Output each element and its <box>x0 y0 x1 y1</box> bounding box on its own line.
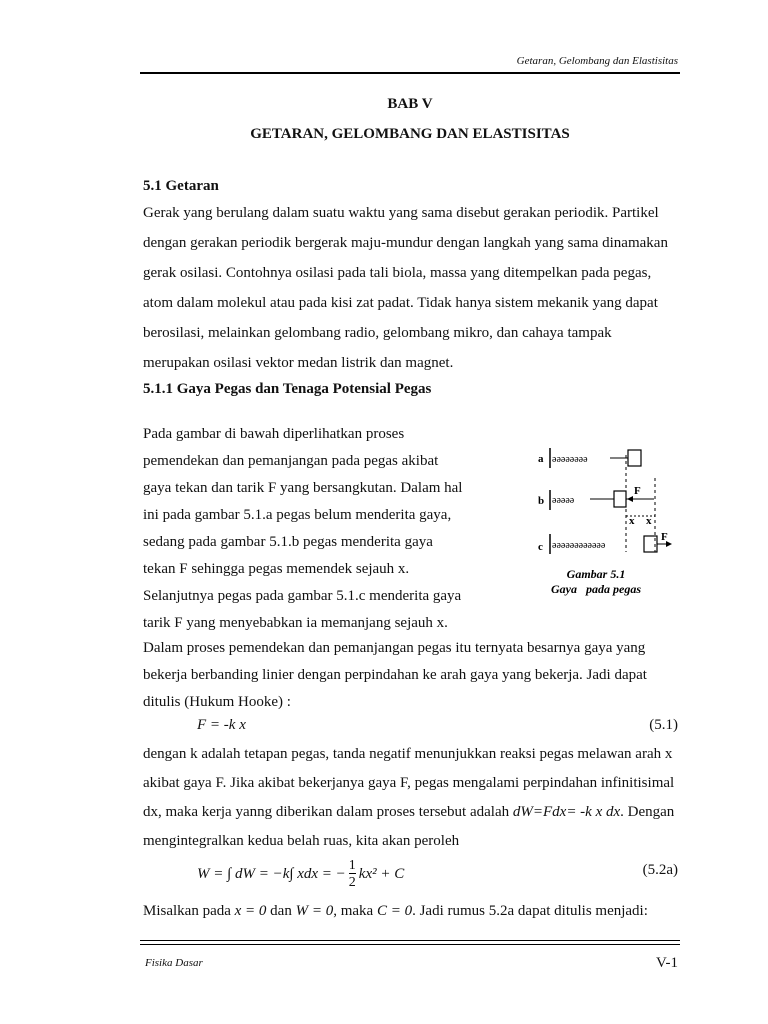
body-line: mengintegralkan kedua belah ruas, kita akan peroleh <box>143 833 460 849</box>
body-line: tekan F sehingga pegas memendek sejauh x. <box>143 561 410 577</box>
body-line: gaya tekan dan tarik F yang bersangkutan. Dalam hal <box>143 480 463 496</box>
arrowhead-b <box>627 496 633 502</box>
figure-spring <box>530 440 680 600</box>
body-text-span: dan <box>266 903 296 919</box>
spring-coil-c: əəəəəəəəəəəə <box>552 540 606 551</box>
inline-equation: x = 0 <box>234 903 267 919</box>
body-line: berosilasi, melainkan gelombang radio, gelombang mikro, dan cahaya tampak <box>143 325 612 341</box>
fraction-denominator: 2 <box>348 875 356 890</box>
section-heading-getaran: 5.1 Getaran <box>143 178 219 194</box>
body-line: akibat gaya F. Jika akibat bekerjanya gaya F, pegas mengalami perpindahan infinitisimal <box>143 775 675 791</box>
inline-equation: W = 0 <box>295 903 334 919</box>
equation-number-5-2a: (5.2a) <box>642 862 678 878</box>
force-label-b: F <box>634 485 641 497</box>
inline-equation: C = 0 <box>376 903 413 919</box>
body-line: ini pada gambar 5.1.a pegas belum menderita gaya, <box>143 507 452 523</box>
body-text-span: . Jadi rumus 5.2a dapat ditulis menjadi: <box>412 903 648 919</box>
chapter-number: BAB V <box>387 96 433 112</box>
body-text-span: dx, maka kerja yanng diberikan dalam proses tersebut adalah <box>143 804 513 820</box>
body-line: ditulis (Hukum Hooke) : <box>143 694 291 710</box>
chapter-title: GETARAN, GELOMBANG DAN ELASTISITAS <box>250 126 570 142</box>
body-hooke-explain <box>143 740 680 856</box>
equation-hooke: F = -k x <box>197 717 246 733</box>
mass-block-a <box>628 450 641 466</box>
disp-label-b: x <box>629 515 635 527</box>
disp-label-c: x <box>646 515 652 527</box>
equation-work <box>197 858 404 890</box>
fraction-numerator: 1 <box>348 858 356 873</box>
label-a: a <box>538 453 544 465</box>
column-text <box>143 421 465 637</box>
footer-book-title: Fisika Dasar <box>145 957 203 969</box>
body-line: sedang pada gambar 5.1.b pegas menderita gaya <box>143 534 433 550</box>
equation-lhs: W = ∫ dW = −k∫ xdx = − <box>197 865 346 882</box>
body-text-span: Misalkan pada <box>143 903 235 919</box>
body-line: gerak osilasi. Contohnya osilasi pada tali biola, massa yang ditempelkan pada pegas, <box>143 265 652 281</box>
mass-block-b <box>614 491 626 507</box>
page-number: V-1 <box>656 955 678 971</box>
body-line: tarik F yang menyebabkan ia memanjang sejauh x. <box>143 615 448 631</box>
body-line <box>143 798 680 827</box>
body-line: bekerja berbanding linier dengan perpindahan ke arah gaya yang bekerja. Jadi dapat <box>143 667 647 683</box>
body-line: dengan gerakan periodik bergerak maju-mundur dengan langkah yang sama dinamakan <box>143 235 668 251</box>
spring-coil-b: əəəəə <box>552 495 575 506</box>
body-line: Dalam proses pemendekan dan pemanjangan pegas itu ternyata besarnya gaya yang <box>143 640 646 656</box>
inline-equation: dW=Fdx= -k x dx <box>512 804 621 820</box>
figure-caption-title: Gambar 5.1 <box>566 567 626 581</box>
header-rule <box>140 72 680 74</box>
body-text-span: , maka <box>333 903 377 919</box>
body-line: pemendekan dan pemanjangan pada pegas akibat <box>143 453 439 469</box>
section-heading-gaya-pegas: 5.1.1 Gaya Pegas dan Tenaga Potensial Pegas <box>143 381 432 397</box>
body-line: Selanjutnya pegas pada gambar 5.1.c menderita gaya <box>143 588 462 604</box>
footer-rule <box>140 944 680 945</box>
equation-rhs: kx² + C <box>358 865 405 882</box>
body-line: dengan k adalah tetapan pegas, tanda negatif menunjukkan reaksi pegas melawan arah x <box>143 746 673 762</box>
spring-coil-a: əəəəəəəə <box>552 454 588 465</box>
figure-caption-text: Gaya pada pegas <box>551 582 641 596</box>
label-b: b <box>538 495 545 507</box>
body-hooke-intro <box>143 635 680 716</box>
equation-number-5-1: (5.1) <box>649 717 678 733</box>
body-line: Pada gambar di bawah diperlihatkan proses <box>143 426 405 442</box>
body-last-line <box>143 903 648 920</box>
footer-rule <box>140 940 680 941</box>
section-body-getaran <box>143 198 680 378</box>
force-label-c: F <box>661 531 668 543</box>
spring-diagram <box>530 440 680 600</box>
body-line: merupakan osilasi vektor medan listrik dan magnet. <box>143 355 454 371</box>
label-c: c <box>538 541 543 553</box>
body-line: Gerak yang berulang dalam suatu waktu yang sama disebut gerakan periodik. Partikel <box>143 205 659 221</box>
body-line: atom dalam molekul atau pada kisi zat padat. Tidak hanya sistem mekanik yang dapat <box>143 295 658 311</box>
body-text-span: . Dengan <box>620 804 675 820</box>
running-header: Getaran, Gelombang dan Elastisitas <box>516 55 678 67</box>
fraction-half <box>349 858 356 890</box>
